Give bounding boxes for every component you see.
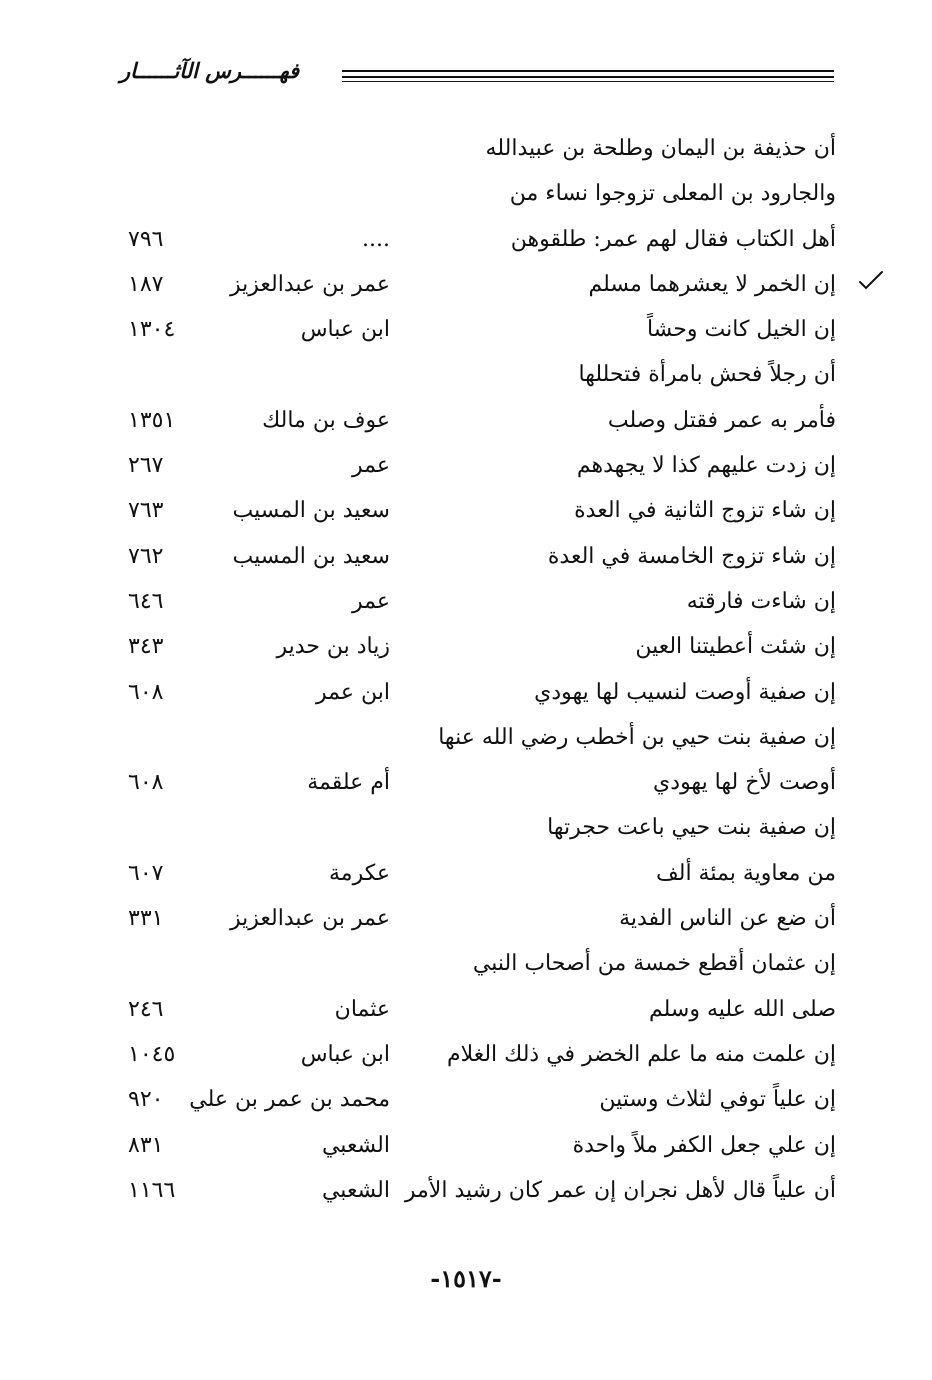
index-row xyxy=(0,1168,932,1213)
index-row xyxy=(0,805,932,850)
page-reference: ٦٠٧ xyxy=(128,860,164,886)
narrator-name: محمد بن عمر بن علي xyxy=(189,1087,390,1113)
athar-text: إن شاءت فارقته xyxy=(686,588,836,614)
index-row xyxy=(0,488,932,533)
narrator-name: عوف بن مالك xyxy=(262,407,390,433)
athar-text: أن حذيفة بن اليمان وطلحة بن عبيدالله xyxy=(485,136,836,161)
page-reference: ٢٤٦ xyxy=(128,996,164,1022)
athar-text: إن زدت عليهم كذا لا يجهدهم xyxy=(576,453,836,479)
athar-text: إن علي جعل الكفر ملاً واحدة xyxy=(572,1132,836,1158)
narrator-name: عثمان xyxy=(334,996,390,1022)
index-row xyxy=(0,307,932,352)
index-row xyxy=(0,896,932,941)
page-reference: ١٣٥١ xyxy=(128,407,176,433)
narrator-name: الشعبي xyxy=(321,1132,390,1158)
index-row xyxy=(0,941,932,986)
index-row xyxy=(0,579,932,624)
index-row xyxy=(0,760,932,805)
narrator-name: ابن عمر xyxy=(316,679,390,705)
index-row xyxy=(0,1077,932,1122)
athar-text: إن صفية بنت حيي باعت حجرتها xyxy=(547,815,836,841)
narrator-name: ابن عباس xyxy=(300,1041,390,1067)
athar-text: إن صفية أوصت لنسيب لها يهودي xyxy=(534,679,836,705)
athar-text: فأمر به عمر فقتل وصلب xyxy=(607,407,836,433)
index-row xyxy=(0,171,932,216)
narrator-name: عكرمة xyxy=(329,860,390,886)
athar-text: أن رجلاً فحش بامرأة فتحللها xyxy=(578,362,836,388)
page-reference: ٦٤٦ xyxy=(128,588,164,614)
narrator-name: سعيد بن المسيب xyxy=(232,543,390,569)
index-row xyxy=(0,1032,932,1077)
index-row xyxy=(0,534,932,579)
page-number: -١٥١٧- xyxy=(430,1264,502,1293)
index-row xyxy=(0,126,932,171)
athar-text: إن شاء تزوج الثانية في العدة xyxy=(574,498,836,524)
page-reference: ٧٩٦ xyxy=(128,226,164,252)
athar-text: إن صفية بنت حيي بن أخطب رضي الله عنها xyxy=(438,724,836,750)
narrator-name: أم علقمة xyxy=(307,770,390,796)
athar-text: والجارود بن المعلى تزوجوا نساء من xyxy=(509,181,836,207)
page-reference: ٨٣١ xyxy=(128,1132,164,1158)
page-reference: ١٣٠٤ xyxy=(128,317,176,343)
athar-text: أهل الكتاب فقال لهم عمر: طلقوهن xyxy=(510,226,836,252)
index-row xyxy=(0,987,932,1032)
page-reference: ٩٢٠ xyxy=(128,1087,164,1113)
narrator-name: سعيد بن المسيب xyxy=(232,498,390,524)
index-row xyxy=(0,1123,932,1168)
narrator-name: ابن عباس xyxy=(300,317,390,343)
narrator-name: الشعبي xyxy=(321,1177,390,1203)
page-reference: ٣٣١ xyxy=(128,906,164,932)
narrator-name: عمر بن عبدالعزيز xyxy=(230,906,390,932)
athar-text: أن علياً قال لأهل نجران إن عمر كان رشيد الأمر xyxy=(404,1177,836,1203)
index-row xyxy=(0,851,932,896)
athar-text: إن عثمان أقطع خمسة من أصحاب النبي xyxy=(472,951,836,977)
index-row xyxy=(0,715,932,760)
index-row xyxy=(0,217,932,262)
athar-text: من معاوية بمئة ألف xyxy=(655,860,836,886)
page-reference: ٢٦٧ xyxy=(128,453,164,479)
page-reference: ٧٦٢ xyxy=(128,543,164,569)
athar-text: إن الخمر لا يعشرهما مسلم xyxy=(588,271,836,297)
handwritten-check-icon xyxy=(858,268,884,294)
header-rule xyxy=(342,70,834,83)
narrator-name: .... xyxy=(362,226,390,252)
index-list xyxy=(0,126,932,1213)
athar-text: إن علمت منه ما علم الخضر في ذلك الغلام xyxy=(446,1041,836,1067)
running-header-title: فهــــــرس الآثــــــار xyxy=(120,58,300,83)
narrator-name: زياد بن حدير xyxy=(276,634,390,660)
narrator-name: عمر بن عبدالعزيز xyxy=(230,271,390,297)
index-row xyxy=(0,262,932,307)
athar-text: إن شاء تزوج الخامسة في العدة xyxy=(547,543,836,569)
index-row xyxy=(0,398,932,443)
athar-text: أن ضع عن الناس الفدية xyxy=(619,906,836,932)
narrator-name: عمر xyxy=(352,453,390,479)
index-row xyxy=(0,624,932,669)
index-row xyxy=(0,670,932,715)
narrator-name: عمر xyxy=(352,588,390,614)
index-row xyxy=(0,443,932,488)
page-reference: ١٨٧ xyxy=(128,271,164,297)
athar-text: صلى الله عليه وسلم xyxy=(649,996,836,1022)
page-reference: ٦٠٨ xyxy=(128,770,164,796)
page-reference: ١١٦٦ xyxy=(128,1177,176,1203)
index-row xyxy=(0,352,932,397)
page-reference: ٣٤٣ xyxy=(128,634,164,660)
athar-text: إن الخيل كانت وحشاً xyxy=(646,317,836,343)
athar-text: إن شئت أعطيتنا العين xyxy=(635,634,836,660)
page-reference: ١٠٤٥ xyxy=(128,1041,176,1067)
page-reference: ٦٠٨ xyxy=(128,679,164,705)
athar-text: إن علياً توفي لثلاث وستين xyxy=(599,1087,836,1113)
page-reference: ٧٦٣ xyxy=(128,498,164,524)
athar-text: أوصت لأخ لها يهودي xyxy=(653,770,836,796)
